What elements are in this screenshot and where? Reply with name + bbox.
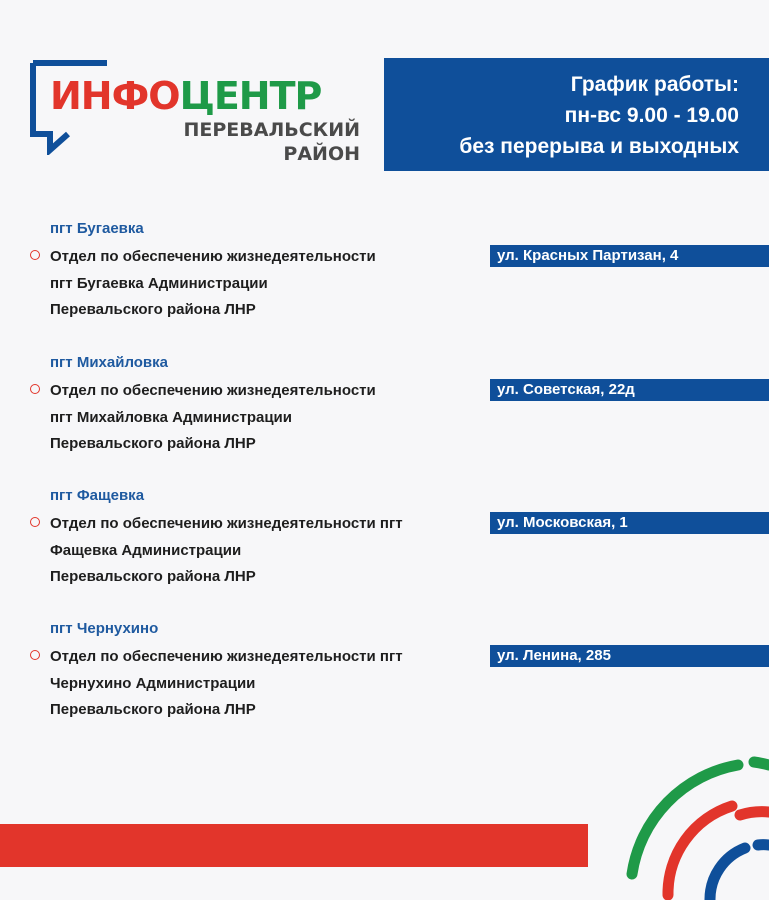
logo-subtitle [183, 118, 360, 166]
address-label: ул. Красных Партизан, 4 [490, 245, 769, 267]
logo-word-info: ИНФО [50, 74, 180, 118]
bullet-circle-icon [30, 250, 40, 260]
office-entry-chernukhino [0, 620, 769, 730]
logo-subtitle-line1: ПЕРЕВАЛЬСКИЙ [183, 119, 360, 141]
office-entry-mikhailovka [0, 354, 769, 464]
decorative-arcs-icon [600, 740, 769, 900]
schedule-title: График работы: [570, 73, 739, 96]
logo-subtitle-line2: РАЙОН [283, 143, 360, 165]
bullet-circle-icon [30, 650, 40, 660]
town-name: пгт Чернухино [50, 620, 159, 637]
office-entry-fashchevka [0, 487, 769, 597]
bullet-circle-icon [30, 384, 40, 394]
schedule-box [384, 58, 769, 171]
town-name: пгт Бугаевка [50, 220, 144, 237]
office-description [50, 644, 450, 724]
schedule-hours: пн-вс 9.00 - 19.00 [564, 104, 739, 127]
infocenter-logo [30, 60, 370, 180]
office-description [50, 511, 450, 591]
decorative-red-bar [0, 824, 588, 867]
logo-wordmark [50, 74, 321, 118]
town-name: пгт Фащевка [50, 487, 145, 504]
office-description-line: пгт Бугаевка Администрации [50, 274, 268, 292]
office-description-line: пгт Михайловка Администрации [50, 408, 292, 426]
office-description [50, 378, 450, 458]
office-description-line: Отдел по обеспечению жизнедеятельности [50, 382, 376, 399]
bullet-circle-icon [30, 517, 40, 527]
office-description-line: Отдел по обеспечению жизнедеятельности пгт [50, 648, 403, 665]
address-label: ул. Ленина, 285 [490, 645, 769, 667]
address-label: ул. Советская, 22д [490, 379, 769, 401]
office-entry-bugaevka [0, 220, 769, 330]
office-description-line: Перевальского района ЛНР [50, 568, 256, 585]
town-name: пгт Михайловка [50, 354, 169, 371]
office-description-line: Перевальского района ЛНР [50, 701, 256, 718]
office-description-line: Чернухино Администрации [50, 674, 256, 692]
address-label: ул. Московская, 1 [490, 512, 769, 534]
logo-word-center: ЦЕНТР [179, 74, 322, 118]
schedule-note: без перерыва и выходных [459, 135, 739, 158]
office-description-line: Перевальского района ЛНР [50, 301, 256, 318]
office-description-line: Перевальского района ЛНР [50, 435, 256, 452]
office-description-line: Отдел по обеспечению жизнедеятельности [50, 248, 376, 265]
office-description-line: Фащевка Администрации [50, 541, 242, 559]
office-description [50, 244, 450, 324]
office-description-line: Отдел по обеспечению жизнедеятельности пгт [50, 515, 403, 532]
